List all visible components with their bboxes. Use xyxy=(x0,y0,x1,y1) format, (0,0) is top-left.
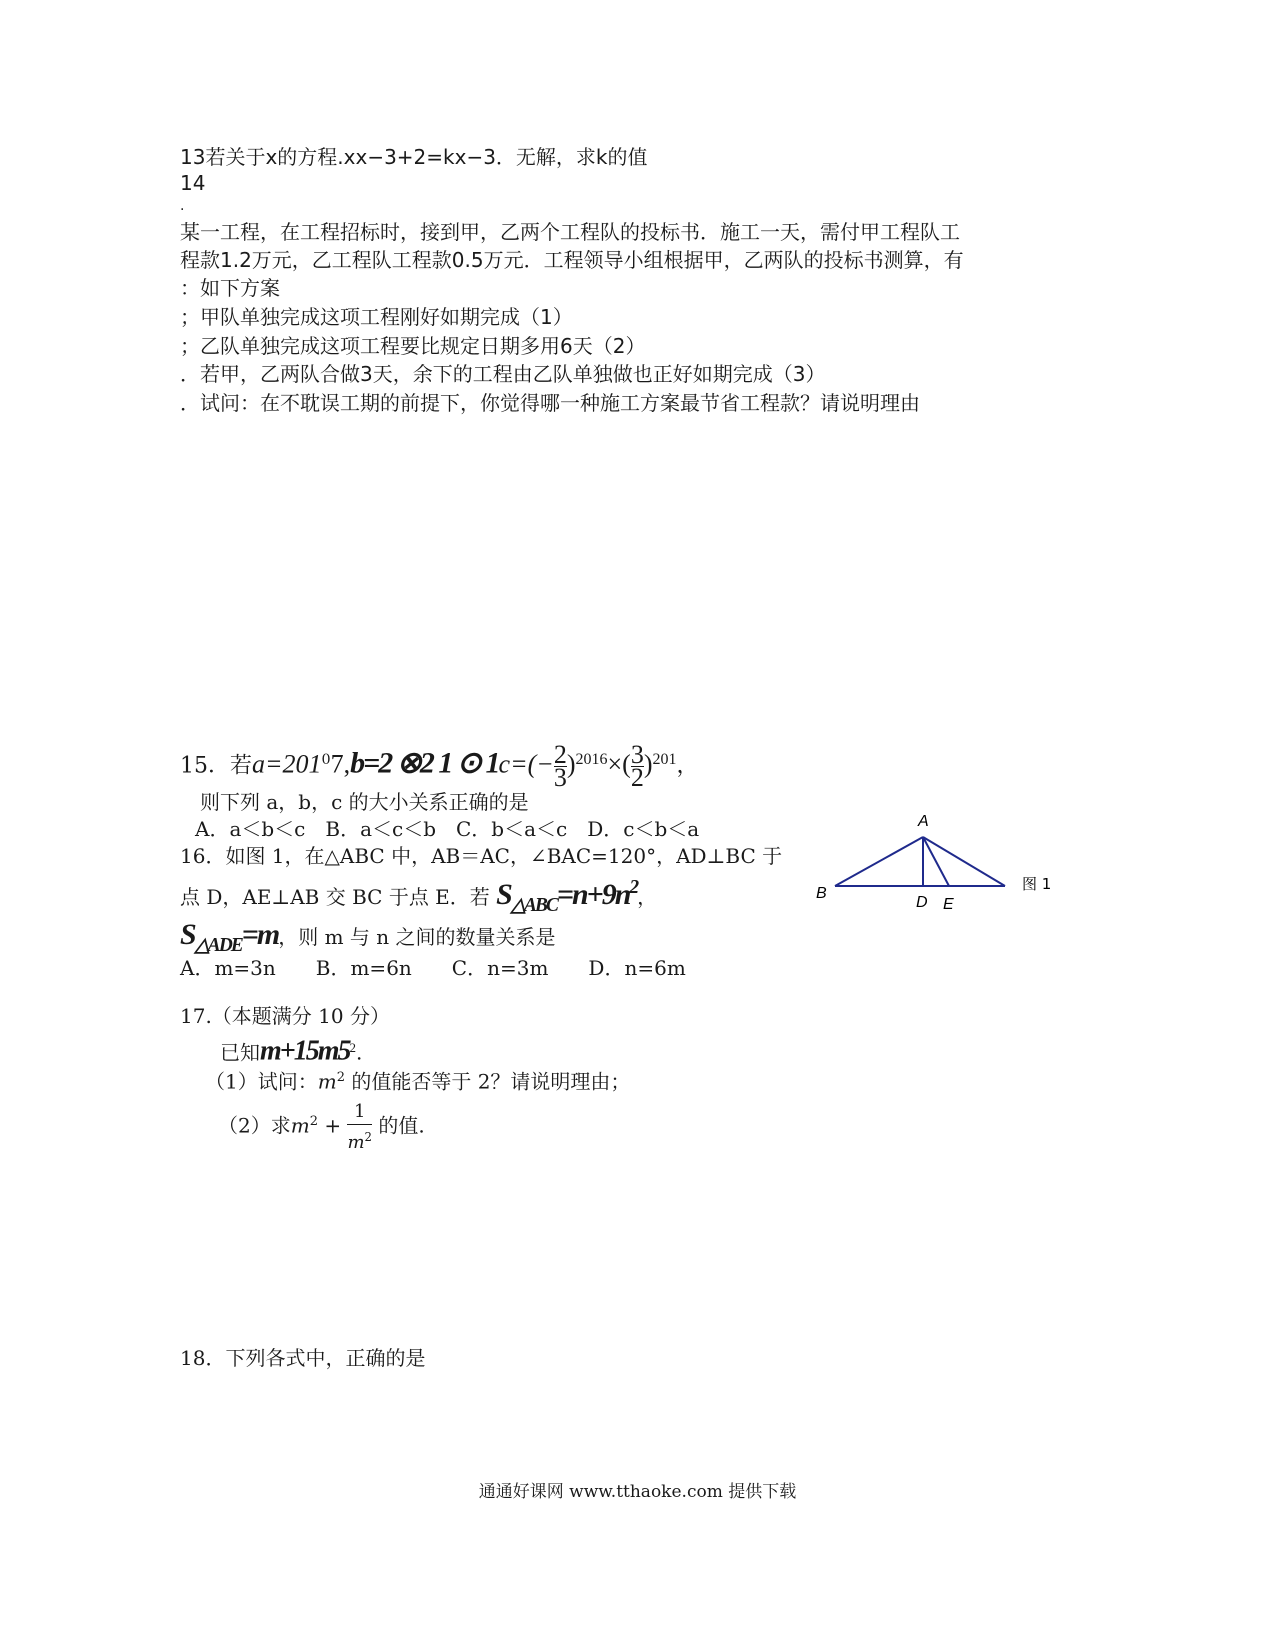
question-15-text: 则下列 a，b，c 的大小关系正确的是 xyxy=(200,790,529,814)
vertex-label-b: B xyxy=(816,885,827,902)
question-17-given: 已知$m+15m5^2$. xyxy=(220,1035,363,1067)
area-abc: $S_{\triangle ABC}=n+9n^2$ xyxy=(496,877,638,916)
question-14-line: 某一工程，在工程招标时，接到甲，乙两个工程队的投标书．施工一天，需付甲工程队工 xyxy=(180,220,960,244)
given-expression: m+15m5 xyxy=(260,1035,350,1067)
question-15-tail: ， xyxy=(676,753,699,779)
question-15-options: A．a＜b＜c B．a＜c＜b C．b＜a＜c D．c＜b＜a xyxy=(195,817,700,841)
question-17-part1: （1）试问：$m^2$ 的值能否等于 2？请说明理由； xyxy=(205,1069,631,1094)
question-14-line: ；甲队单独完成这项工程刚好如期完成（1） xyxy=(180,305,573,329)
a-expression-tail: 7, xyxy=(330,749,351,779)
question-14-line: 程款1.2万元，乙工程队工程款0.5万元．工程领导小组根据甲，乙两队的投标书测算，有 xyxy=(180,248,964,272)
fraction-3-2: $\frac{3}{2}$ xyxy=(630,739,644,792)
figure-1-triangle xyxy=(800,805,1080,915)
question-14-dot: . xyxy=(180,198,185,214)
question-16-line1: 16．如图 1，在△ABC 中，AB＝AC，∠BAC=120°，AD⊥BC 于 xyxy=(180,844,783,868)
point-label-e: E xyxy=(943,896,954,913)
question-15-stem: 15．若$a=201^07,b=2$ ⊗2 1 ⊙ 1c=(− $\frac{2}{3}$ )$^{2016}$×( $\frac{3}{2}$ )$^{201}$， xyxy=(180,739,699,792)
side-ba xyxy=(835,837,923,886)
question-14-line: ；乙队单独完成这项工程要比规定日期多用6天（2） xyxy=(180,334,646,358)
page-footer: 通通好课网 www.tthaoke.com 提供下载 xyxy=(478,1482,797,1502)
question-17-part2: （2）求$m^2$ + $\frac{1}{m^2}$ 的值. xyxy=(218,1100,425,1153)
question-17-title: 17.（本题满分 10 分） xyxy=(180,1004,390,1028)
point-label-d: D xyxy=(916,894,928,911)
a-superscript: 0 xyxy=(321,752,331,768)
exponent-201: 201 xyxy=(652,751,677,768)
exponent-2016: 2016 xyxy=(575,751,608,768)
b-expression: b=2 ⊗2 1 ⊙ 1 xyxy=(350,746,499,780)
a-expression: a=201 xyxy=(252,749,322,779)
fraction-1-over-m2: $\frac{1}{m^2}$ xyxy=(347,1100,372,1153)
question-16-line3: $S_{\triangle ADE}=m$，则 m 与 n 之间的数量关系是 xyxy=(180,918,556,956)
multiply-sign: ×( xyxy=(607,749,631,779)
vertex-label-a: A xyxy=(918,813,929,830)
question-13: 13若关于x的方程.xx−3+2=kx−3．无解，求k的值 xyxy=(180,145,648,169)
question-14-line: ．若甲，乙两队合做3天，余下的工程由乙队单独做也正好如期完成（3） xyxy=(180,362,826,386)
question-16-line2: 点 D，AE⊥AB 交 BC 于点 E．若 $S_{\triangle ABC}=n+9n^2$， xyxy=(180,877,658,916)
question-14-number: 14 xyxy=(180,171,206,195)
question-16-options: A．m=3n B．m=6n C．n=3m D．n=6m xyxy=(180,956,686,980)
fraction-2-3: $\frac{2}{3}$ xyxy=(553,739,567,792)
question-15-prefix: 15．若 xyxy=(180,753,252,779)
area-ade: $S_{\triangle ADE}=m$ xyxy=(180,918,279,956)
question-14-line: ．试问：在不耽误工期的前提下，你觉得哪一种施工方案最节省工程款？请说明理由 xyxy=(180,391,920,415)
question-14-line: ：如下方案 xyxy=(180,276,280,300)
c-expression: c=(− xyxy=(498,749,554,779)
figure-caption: 图 1 xyxy=(1022,875,1052,893)
question-18: 18．下列各式中，正确的是 xyxy=(180,1346,426,1370)
